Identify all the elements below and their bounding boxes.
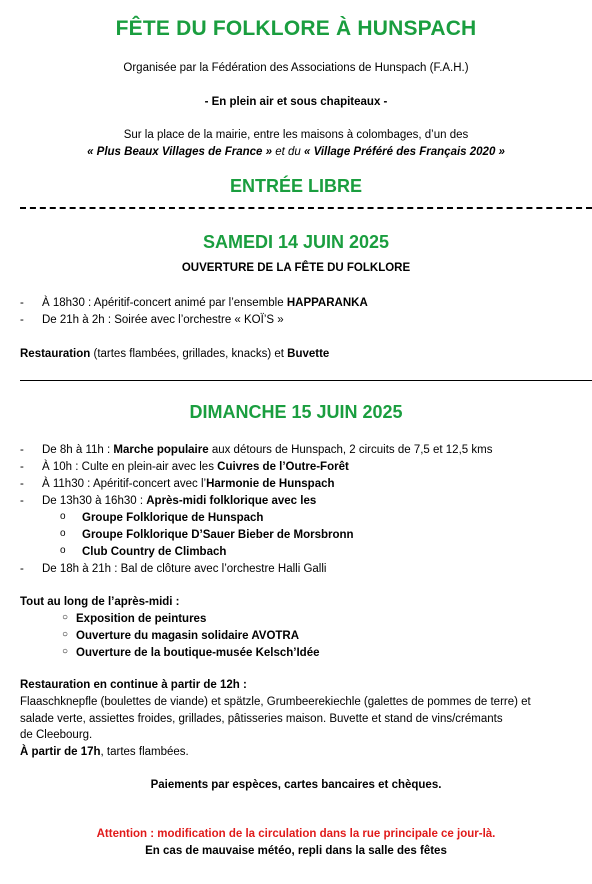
list-item: [20, 312, 592, 329]
list-item-plain: À 18h30 : Apéritif-concert animé par l’ensemble: [42, 297, 287, 309]
afternoon-item-text: Exposition de peintures: [76, 613, 207, 625]
afternoon-title: Tout au long de l’après-midi :: [20, 596, 180, 608]
evening-text: , tartes flambées.: [100, 746, 189, 758]
evening-time: À partir de 17h: [20, 746, 101, 758]
entry-free-heading: ENTRÉE LIBRE: [229, 176, 362, 196]
sunday-heading: DIMANCHE 15 JUIN 2025: [189, 402, 403, 422]
attention-line: Attention : modification de la circulation dans la rue principale ce jour-là.: [96, 828, 496, 840]
list-item: [20, 561, 592, 578]
circle-bullet-icon: o: [60, 528, 66, 539]
list-item: [20, 476, 592, 493]
list-item: [20, 442, 592, 459]
list-item: [20, 459, 592, 476]
saturday-food: [20, 346, 592, 362]
list-item-text: [42, 295, 368, 311]
list-dash: -: [20, 314, 24, 326]
open-air-line: - En plein air et sous chapiteaux -: [204, 96, 388, 108]
group-name: Club Country de Climbach: [82, 546, 227, 558]
afternoon-item-text: Ouverture de la boutique-musée Kelsch’Idée: [76, 647, 320, 659]
group-name: Groupe Folklorique de Hunspach: [82, 512, 264, 524]
list-dash: -: [20, 495, 24, 507]
list-item-bold: Marche populaire: [113, 444, 209, 456]
list-item-plain: À 11h30 : Apéritif-concert avec l’: [42, 478, 207, 490]
list-item: [20, 295, 592, 312]
circle-bullet-icon: o: [60, 511, 66, 522]
list-dash: -: [20, 297, 24, 309]
label-village-prefere: « Village Préféré des Français 2020 »: [303, 146, 505, 158]
group-item: [20, 544, 592, 561]
payment-line: Paiements par espèces, cartes bancaires et chèques.: [150, 779, 442, 791]
page-title: FÊTE DU FOLKLORE À HUNSPACH: [115, 17, 477, 40]
food-text: (tartes flambées, grillades, knacks) et: [90, 348, 288, 360]
restauration-line-3: de Cleebourg.: [20, 729, 93, 741]
evening-line: [20, 744, 592, 760]
organiser-line: Organisée par la Fédération des Associations de Hunspach (F.A.H.): [123, 62, 469, 74]
labels-line: [0, 144, 592, 160]
list-item-bold: Cuivres de l’Outre-Forêt: [217, 461, 349, 473]
bar-label: Buvette: [287, 348, 330, 360]
afternoon-item: [20, 628, 592, 645]
location-line: Sur la place de la mairie, entre les maisons à colombages, d’un des: [123, 129, 469, 141]
sunday-list: [20, 442, 592, 578]
list-item-text: De 18h à 21h : Bal de clôture avec l’orchestre Halli Galli: [42, 563, 327, 575]
labels-conjunction: et du: [272, 146, 304, 158]
afternoon-item: [20, 611, 592, 628]
list-item-text: [42, 459, 349, 475]
dashed-divider: [20, 207, 592, 209]
circle-bullet-icon: ○: [62, 646, 69, 657]
saturday-subtitle: OUVERTURE DE LA FÊTE DU FOLKLORE: [181, 262, 411, 274]
list-item-plain: À 10h : Culte en plein-air avec les: [42, 461, 218, 473]
list-item: [20, 493, 592, 510]
list-dash: -: [20, 444, 24, 456]
restauration-line-2: salade verte, assiettes froides, grillades, pâtisseries maison. Buvette et stand de vins/crémants: [20, 713, 503, 725]
list-item-plain: aux détours de Hunspach, 2 circuits de 7,5 et 12,5 kms: [208, 444, 493, 456]
circle-bullet-icon: ○: [62, 629, 69, 640]
afternoon-item-text: Ouverture du magasin solidaire AVOTRA: [76, 630, 300, 642]
afternoon-list: [20, 611, 592, 662]
list-dash: -: [20, 478, 24, 490]
list-item-plain: De 13h30 à 16h30 :: [42, 495, 147, 507]
list-item-plain: De 8h à 11h :: [42, 444, 114, 456]
list-item-bold: Après-midi folklorique avec les: [146, 495, 317, 507]
circle-bullet-icon: o: [60, 545, 66, 556]
food-label: Restauration: [20, 348, 91, 360]
list-item-text: [42, 493, 316, 509]
list-dash: -: [20, 461, 24, 473]
circle-bullet-icon: ○: [62, 612, 69, 623]
list-dash: -: [20, 563, 24, 575]
afternoon-item: [20, 645, 592, 662]
list-item-text: [42, 476, 335, 492]
list-item-bold: HAPPARANKA: [286, 297, 368, 309]
label-plus-beaux-villages: « Plus Beaux Villages de France »: [87, 146, 273, 158]
list-item-text: [42, 442, 492, 458]
restauration-line-1: Flaaschknepfle (boulettes de viande) et spätzle, Grumbeerekiechle (galettes de pommes de terre) et: [20, 696, 531, 708]
group-item: [20, 510, 592, 527]
group-name: Groupe Folklorique D’Sauer Bieber de Morsbronn: [82, 529, 354, 541]
list-item-bold: Harmonie de Hunspach: [206, 478, 335, 490]
solid-divider: [20, 380, 592, 381]
restauration-title: Restauration en continue à partir de 12h :: [20, 679, 247, 691]
saturday-heading: SAMEDI 14 JUIN 2025: [202, 232, 390, 252]
group-item: [20, 527, 592, 544]
list-item-text: De 21h à 2h : Soirée avec l’orchestre « KOÏ’S »: [42, 314, 284, 326]
weather-line: En cas de mauvaise météo, repli dans la salle des fêtes: [145, 845, 447, 857]
saturday-list: [20, 295, 592, 329]
